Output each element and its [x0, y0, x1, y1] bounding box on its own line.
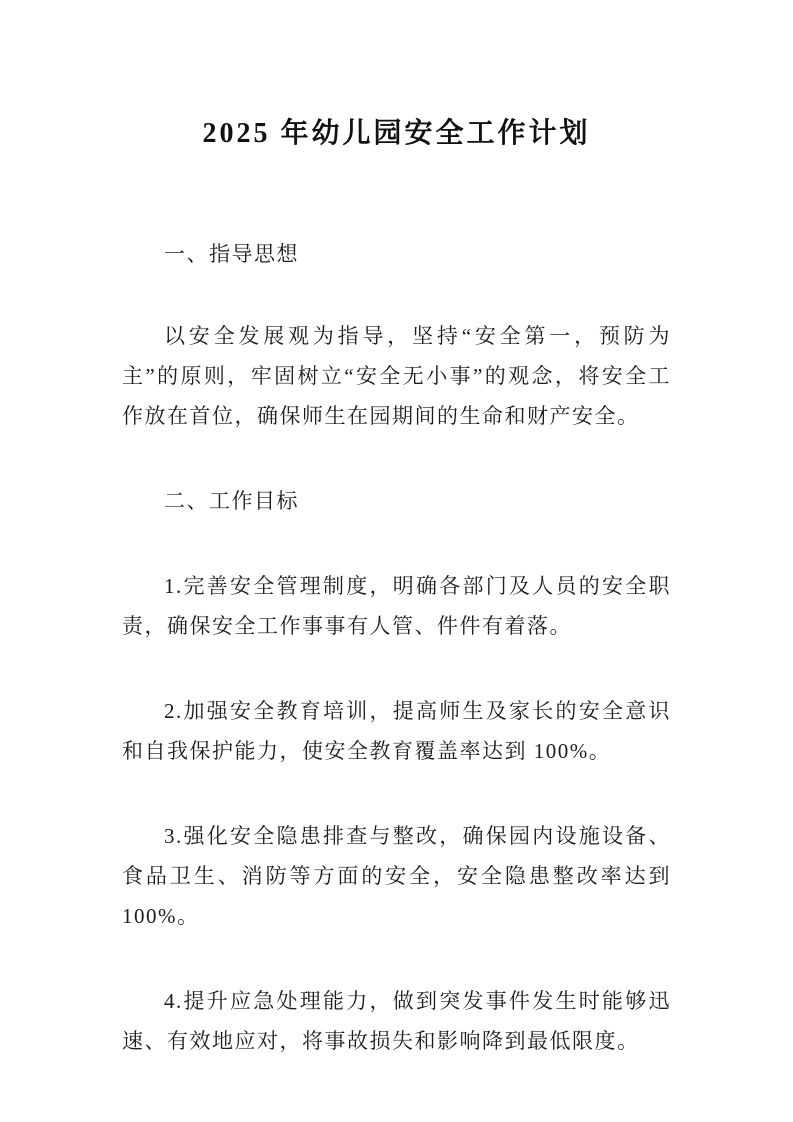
paragraph-guiding-ideology: 以安全发展观为指导，坚持“安全第一，预防为主”的原则，牢固树立“安全无小事”的观念，将安全工作放在首位，确保师生在园期间的生命和财产安全。 — [122, 324, 671, 428]
section-heading-work-goals: 二、工作目标 — [164, 489, 299, 513]
paragraph-goal-4: 4.提升应急处理能力，做到突发事件发生时能够迅速、有效地应对，将事故损失和影响降到最低限度。 — [122, 989, 671, 1053]
paragraph-goal-3: 3.强化安全隐患排查与整改，确保园内设施设备、食品卫生、消防等方面的安全，安全隐患整改率达到 100%。 — [122, 824, 671, 928]
document-title: 2025 年幼儿园安全工作计划 — [202, 118, 591, 149]
paragraph-goal-2: 2.加强安全教育培训，提高师生及家长的安全意识和自我保护能力，使安全教育覆盖率达到 100%。 — [122, 699, 671, 763]
section-heading-guiding-ideology: 一、指导思想 — [164, 242, 299, 266]
paragraph-goal-1: 1.完善安全管理制度，明确各部门及人员的安全职责，确保安全工作事事有人管、件件有着落。 — [122, 574, 671, 638]
